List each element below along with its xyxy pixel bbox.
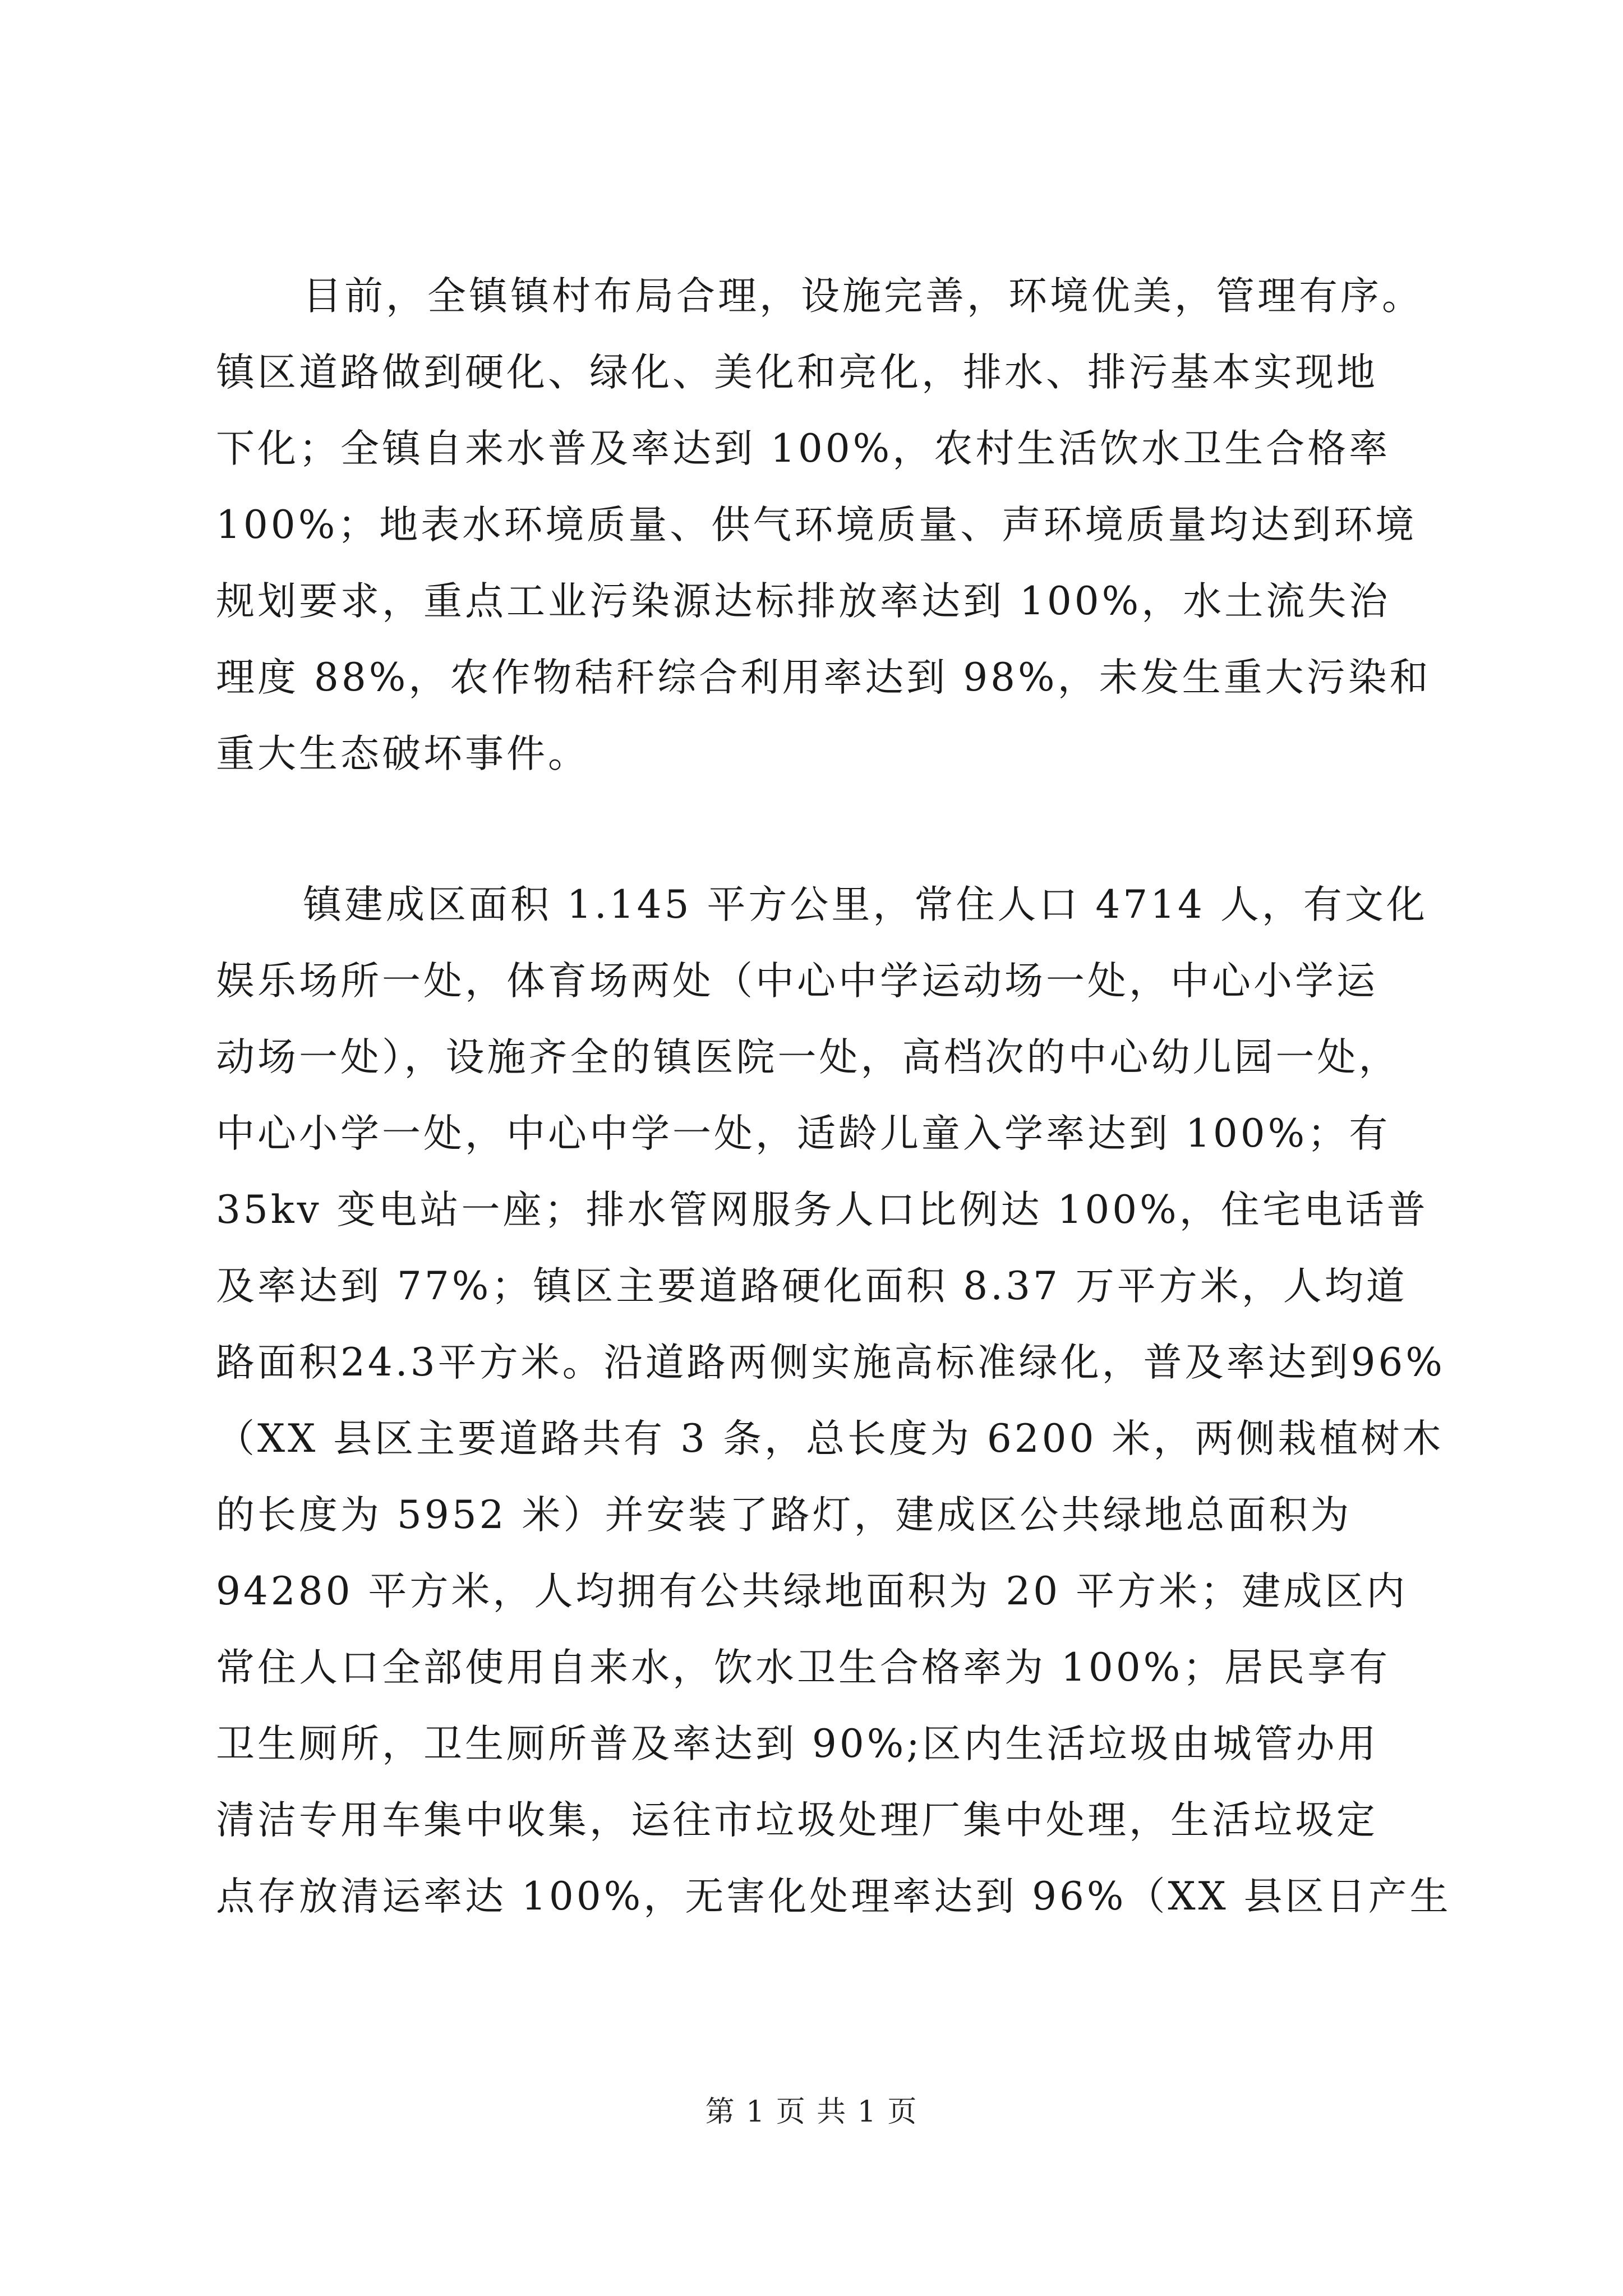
text-line: 94280 平方米，人均拥有公共绿地面积为 20 平方米；建成区内 <box>216 1569 1408 1614</box>
paragraph-1 <box>216 258 1431 792</box>
text-line: （XX 县区主要道路共有 3 条，总长度为 6200 米，两侧栽植树木 <box>216 1416 1444 1461</box>
text-line: 的长度为 5952 米）并安装了路灯，建成区公共绿地总面积为 <box>216 1493 1352 1538</box>
text-line: 下化；全镇自来水普及率达到 100%，农村生活饮水卫生合格率 <box>216 426 1391 471</box>
text-line: 卫生厕所，卫生厕所普及率达到 90%;区内生活垃圾由城管办用 <box>216 1722 1379 1766</box>
text-line: 路面积24.3平方米。沿道路两侧实施高标准绿化，普及率达到96% <box>216 1340 1445 1385</box>
text-line: 镇建成区面积 1.145 平方公里，常住人口 4714 人，有文化 <box>303 882 1428 927</box>
paragraph-2 <box>216 867 1451 1935</box>
text-line: 重大生态破坏事件。 <box>216 731 589 776</box>
text-line: 镇区道路做到硬化、绿化、美化和亮化，排水、排污基本实现地 <box>216 350 1378 395</box>
text-line: 及率达到 77%；镇区主要道路硬化面积 8.37 万平方米，人均道 <box>216 1264 1408 1309</box>
text-line: 目前，全镇镇村布局合理，设施完善，环境优美，管理有序。 <box>303 274 1423 319</box>
text-line: 中心小学一处，中心中学一处，适龄儿童入学率达到 100%；有 <box>216 1111 1391 1156</box>
text-line: 娱乐场所一处，体育场两处（中心中学运动场一处，中心小学运 <box>216 959 1378 1004</box>
text-line: 100%；地表水环境质量、供气环境质量、声环境质量均达到环境 <box>216 503 1417 547</box>
page-footer: 第 1 页 共 1 页 <box>705 2095 918 2129</box>
text-line: 规划要求，重点工业污染源达标排放率达到 100%，水土流失治 <box>216 579 1391 624</box>
text-line: 理度 88%，农作物秸秆综合利用率达到 98%，未发生重大污染和 <box>216 655 1431 700</box>
text-line: 动场一处），设施齐全的镇医院一处，高档次的中心幼儿园一处， <box>216 1035 1400 1080</box>
text-line: 35kv 变电站一座；排水管网服务人口比例达 100%，住宅电话普 <box>216 1188 1428 1232</box>
text-line: 常住人口全部使用自来水，饮水卫生合格率为 100%；居民享有 <box>216 1645 1391 1690</box>
text-line: 点存放清运率达 100%，无害化处理率达到 96%（XX 县区日产生 <box>216 1874 1451 1919</box>
text-line: 清洁专用车集中收集，运往市垃圾处理厂集中处理，生活垃圾定 <box>216 1798 1378 1843</box>
